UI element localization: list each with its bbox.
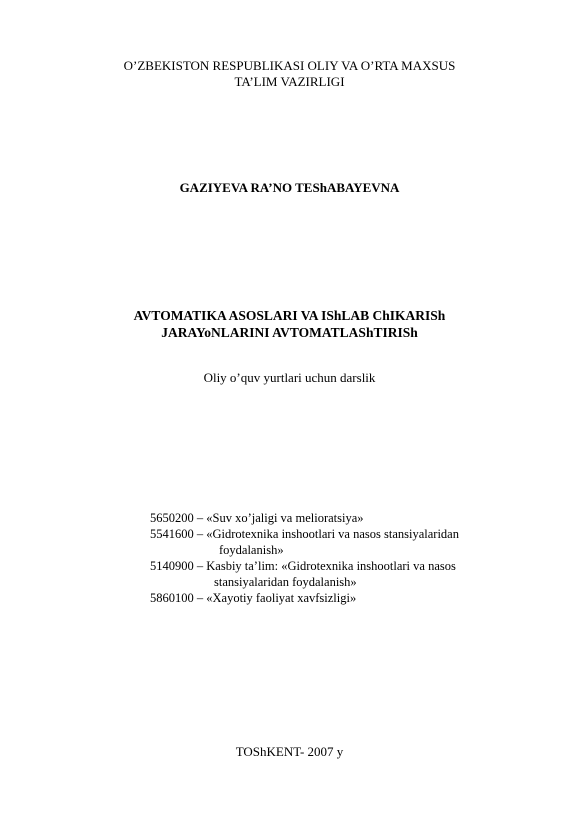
specialty-continuation: foydalanish»: [219, 543, 284, 557]
book-subtitle: Oliy o’quv yurtlari uchun darslik: [203, 370, 376, 385]
ministry-line-1: O’ZBEKISTON RESPUBLIKASI OLIY VA O’RTA MAXSUS: [123, 58, 456, 73]
specialty-line: 5541600 – «Gidrotexnika inshootlari va nasos stansiyalaridan: [150, 527, 459, 541]
specialty-list: [150, 510, 459, 606]
author-name: GAZIYEVA RA’NO TEShABAYEVNA: [179, 180, 400, 195]
specialty-continuation: stansiyalaridan foydalanish»: [214, 575, 357, 589]
book-title-line-2: JARAYoNLARINI AVTOMATLAShTIRISh: [161, 325, 418, 340]
specialty-line: 5860100 – «Xayotiy faoliyat xavfsizligi»: [150, 591, 357, 605]
city-year: TOShKENT- 2007 y: [235, 744, 344, 759]
specialty-line: 5140900 – Kasbiy ta’lim: «Gidrotexnika inshootlari va nasos: [150, 559, 456, 573]
specialty-line: 5650200 – «Suv xo’jaligi va melioratsiya»: [150, 511, 364, 525]
ministry-line-2: TA’LIM VAZIRLIGI: [234, 74, 345, 89]
book-title-line-1: AVTOMATIKA ASOSLARI VA IShLAB ChIKARISh: [133, 308, 446, 323]
